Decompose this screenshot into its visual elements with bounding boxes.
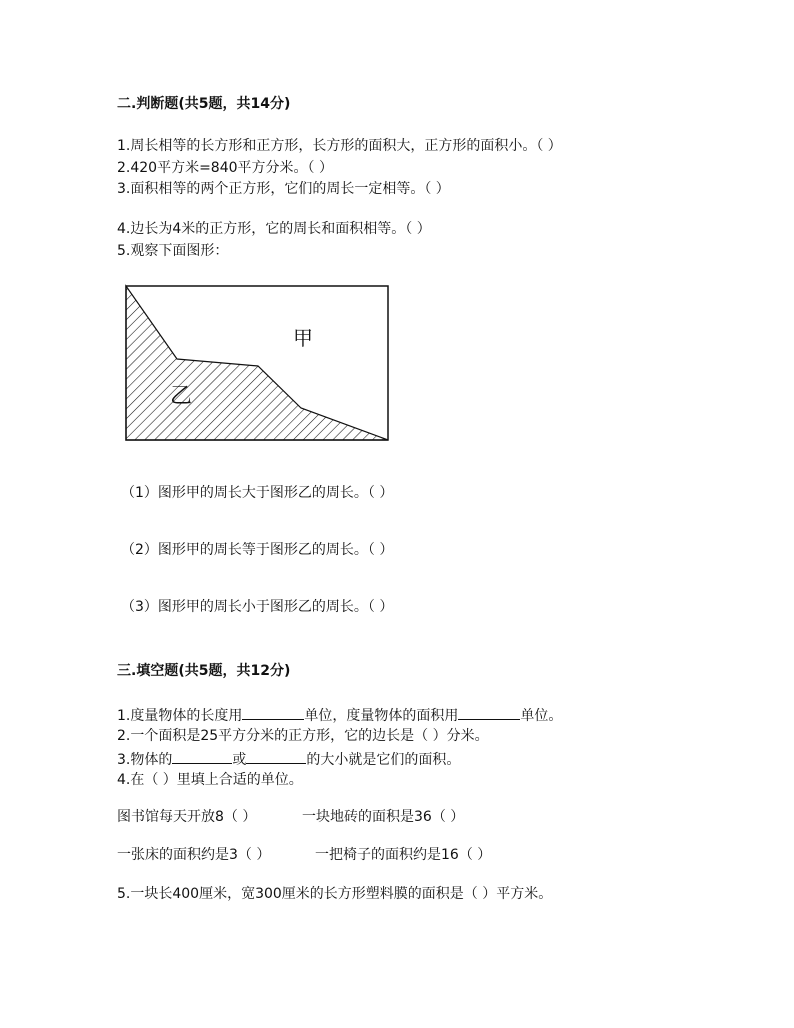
fill-q4-item-chair: 一把椅子的面积约是16（ ） [315,847,492,863]
answer-blank[interactable] [242,705,304,720]
judgement-question-5: 5.观察下面图形： [117,243,229,259]
fill-q4-item-library: 图书馆每天开放8（ ） [117,809,257,825]
fill-question-3 [117,749,460,769]
section-heading-judgement: 二.判断题(共5题，共14分) [117,96,291,112]
judgement-question-1: 1.周长相等的长方形和正方形，长方形的面积大，正方形的面积小。（ ） [117,138,562,154]
answer-blank[interactable] [246,749,306,764]
fill-q1-part-c: 单位。 [520,708,563,724]
fill-q4-item-bed: 一张床的面积约是3（ ） [117,847,271,863]
judgement-question-2: 2.420平方米=840平方分米。（ ） [117,160,333,176]
fill-question-2: 2.一个面积是25平方分米的正方形，它的边长是（ ）分米。 [117,728,489,744]
fill-q1-part-a: 1.度量物体的长度用 [117,708,243,724]
section-heading-fill-in: 三.填空题(共5题，共12分) [117,663,291,679]
fill-question-1 [117,705,562,725]
fill-q4-item-floor-tile: 一块地砖的面积是36（ ） [302,809,465,825]
label-jia: 甲 [293,326,313,350]
figure-subquestion-2: （2）图形甲的周长等于图形乙的周长。（ ） [121,542,394,558]
fill-question-5: 5.一块长400厘米，宽300厘米的长方形塑料膜的面积是（ ）平方米。 [117,886,553,902]
fill-q3-part-a: 3.物体的 [117,752,173,768]
answer-blank[interactable] [458,705,520,720]
judgement-question-3: 3.面积相等的两个正方形，它们的周长一定相等。（ ） [117,181,450,197]
figure-subquestion-1: （1）图形甲的周长大于图形乙的周长。（ ） [121,485,394,501]
fill-question-4: 4.在（ ）里填上合适的单位。 [117,772,303,788]
shaded-region-yi [126,286,388,440]
figure-subquestion-3: （3）图形甲的周长小于图形乙的周长。（ ） [121,599,394,615]
fill-q3-part-b: 或 [232,752,247,768]
rectangle-figure [123,283,391,443]
judgement-question-4: 4.边长为4米的正方形，它的周长和面积相等。（ ） [117,221,431,237]
fill-q1-part-b: 单位，度量物体的面积用 [304,708,459,724]
answer-blank[interactable] [172,749,232,764]
label-yi: 乙 [170,384,193,409]
fill-q3-part-c: 的大小就是它们的面积。 [306,752,461,768]
